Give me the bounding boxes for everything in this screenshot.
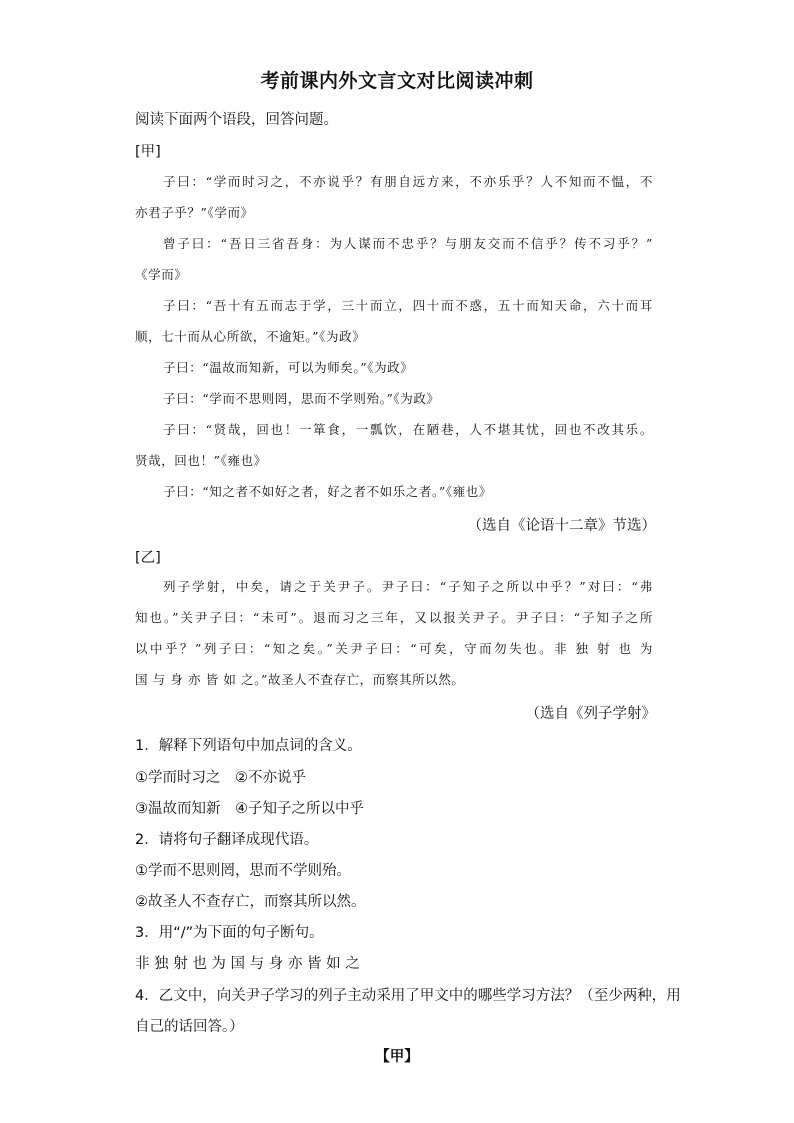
yi-line: 以中乎？”列子曰：“知之矣。”关尹子曰：“可矣，守而勿失也。非 独 射 也 为 [135, 641, 653, 656]
jia-label: [甲] [135, 144, 161, 160]
yi-label: [乙] [135, 550, 161, 566]
jia-line: 曾子曰：“吾日三省吾身：为人谋而不忠乎？与朋友交而不信乎？传不习乎？” [163, 236, 653, 251]
question-2-item: ②故圣人不查存亡，而察其所以然。 [135, 894, 366, 910]
question-1-items: ③温故而知新 ④子知子之所以中乎 [135, 801, 364, 817]
question-4: 4．乙文中，向关尹子学习的列子主动采用了甲文中的哪些学习方法？（至少两种，用 [135, 988, 681, 1004]
jia-line: 子曰：“知之者不如好之者，好之者不如乐之者。”《雍也》 [163, 484, 492, 499]
jia-line: 子曰：“贤哉，回也！一箪食，一瓢饮，在陋巷，人不堪其忧，回也不改其乐。 [163, 422, 653, 437]
question-2: 2．请将句子翻译成现代语。 [135, 832, 319, 848]
yi-line: 知也。”关尹子曰：“未可”。退而习之三年，又以报关尹子。尹子曰：“子知子之所 [135, 610, 653, 625]
answer-heading: 【甲】 [375, 1049, 419, 1065]
question-3: 3．用“/”为下面的句子断句。 [135, 925, 324, 941]
yi-line: 国 与 身 亦 皆 如 之。”故圣人不查存亡，而察其所以然。 [135, 672, 465, 687]
page-title: 考前课内外文言文对比阅读冲刺 [260, 70, 534, 92]
jia-line: 《学而》 [135, 267, 188, 282]
intro-text: 阅读下面两个语段，回答问题。 [135, 112, 338, 128]
question-4-cont: 自己的话回答。） [135, 1019, 244, 1035]
jia-line: 顺，七十而从心所欲，不逾矩。”《为政》 [135, 329, 366, 344]
question-2-item: ①学而不思则罔，思而不学则殆。 [135, 863, 351, 879]
jia-line: 子曰：“学而不思则罔，思而不学则殆。”《为政》 [163, 391, 440, 406]
question-3-sentence: 非 独 射 也 为 国 与 身 亦 皆 如 之 [135, 956, 360, 972]
question-1-items: ①学而时习之 ②不亦说乎 [135, 770, 306, 786]
jia-line: 子曰：“学而时习之，不亦说乎？有朋自远方来，不亦乐乎？人不知而不愠，不 [163, 174, 653, 189]
jia-line: 子曰：“吾十有五而志于学，三十而立，四十而不惑，五十而知天命，六十而耳 [163, 298, 653, 313]
yi-line: 列子学射，中矣，请之于关尹子。尹子曰：“子知子之所以中乎？”对曰：“弗 [163, 579, 653, 594]
jia-line: 子曰：“温故而知新，可以为师矣。”《为政》 [163, 360, 414, 375]
yi-source: （选自《列子学射》 [525, 706, 656, 722]
question-1: 1．解释下列语句中加点词的含义。 [135, 738, 362, 754]
jia-source: （选自《论语十二章》节选） [467, 518, 656, 534]
jia-line: 亦君子乎？”《学而》 [135, 205, 254, 220]
jia-line: 贤哉，回也！”《雍也》 [135, 453, 267, 468]
